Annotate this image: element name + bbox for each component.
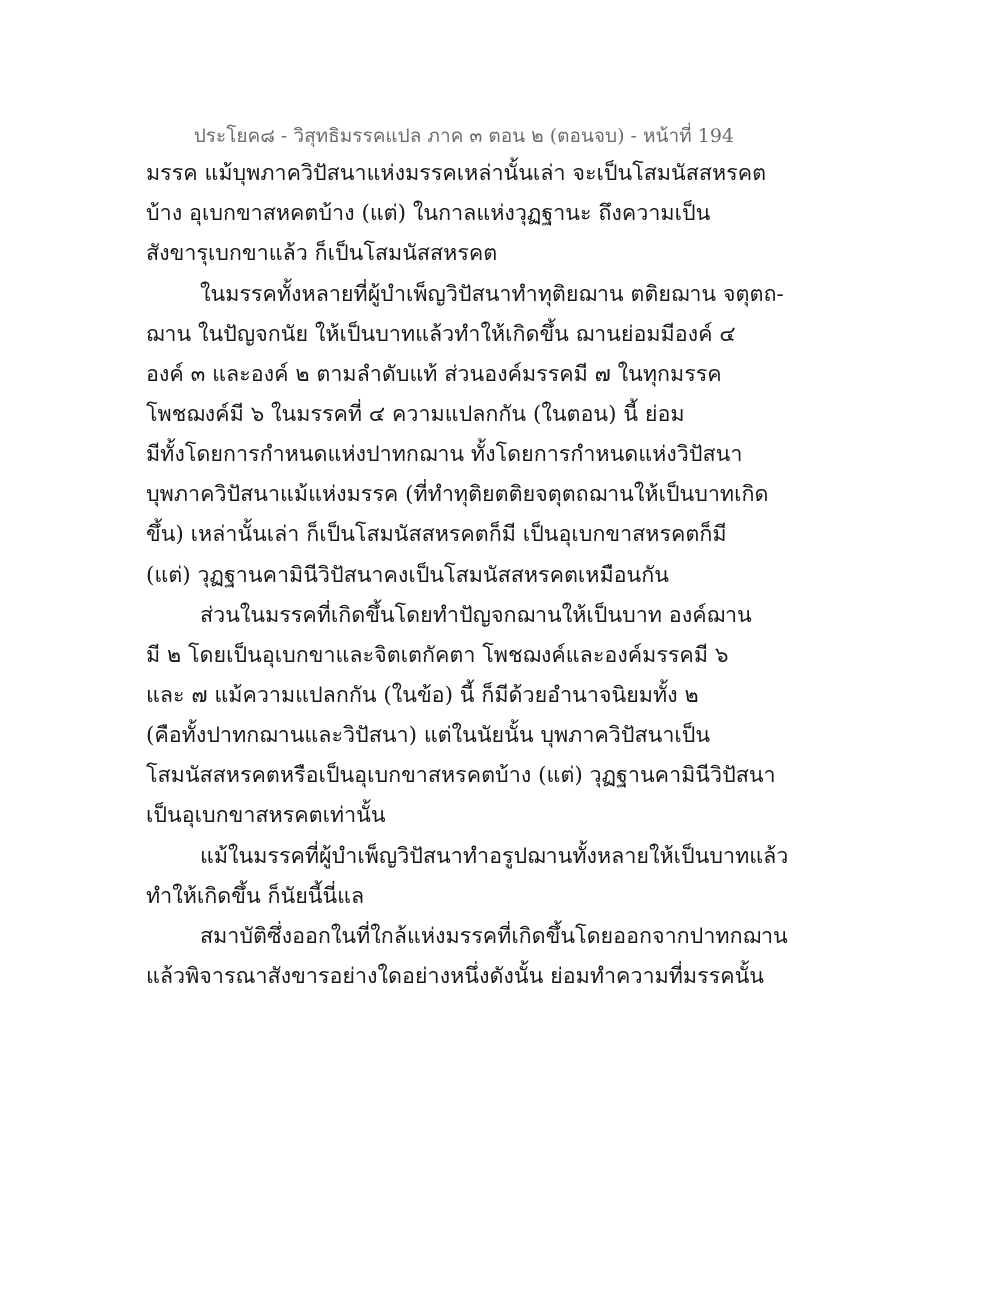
text-line: มี ๒ โดยเป็นอุเบกขาและจิตเตกัคตา โพชฌงค์และองค์มรรคมี ๖ bbox=[146, 643, 729, 668]
text-line: (แต่) วุฏฐานคามินีวิปัสนาคงเป็นโสมนัสสหรคตเหมือนกัน bbox=[146, 563, 669, 588]
text-line: (คือทั้งปาทกฌานและวิปัสนา) แต่ในนัยนั้น บุพภาควิปัสนาเป็น bbox=[146, 723, 711, 748]
text-line: และ ๗ แม้ความแปลกกัน (ในข้อ) นี้ ก็มีด้วยอำนาจนิยมทั้ง ๒ bbox=[146, 683, 699, 708]
text-line: องค์ ๓ และองค์ ๒ ตามลำดับแท้ ส่วนองค์มรรคมี ๗ ในทุกมรรค bbox=[146, 362, 722, 387]
text-line: เป็นอุเบกขาสหรคตเท่านั้น bbox=[146, 803, 386, 828]
paragraph-start-line: แม้ในมรรคที่ผู้บำเพ็ญวิปัสนาทำอรูปฌานทั้งหลายให้เป็นบาทแล้ว bbox=[200, 844, 789, 869]
text-line: ขึ้น) เหล่านั้นเล่า ก็เป็นโสมนัสสหรคตก็มี เป็นอุเบกขาสหรคตก็มี bbox=[146, 522, 727, 547]
page-header: ประโยค๘ - วิสุทธิมรรคแปล ภาค ๓ ตอน ๒ (ตอนจบ) - หน้าที่ 194 bbox=[193, 125, 734, 147]
paragraph-start-line: ส่วนในมรรคที่เกิดขึ้นโดยทำปัญจกฌานให้เป็นบาท องค์ฌาน bbox=[200, 603, 752, 628]
text-line: บ้าง อุเบกขาสหคตบ้าง (แต่) ในกาลแห่งวุฏฐานะ ถึงความเป็น bbox=[146, 201, 711, 226]
text-line: สังขารุเบกขาแล้ว ก็เป็นโสมนัสสหรคต bbox=[146, 241, 498, 266]
paragraph-start-line: ในมรรคทั้งหลายที่ผู้บำเพ็ญวิปัสนาทำทุติยฌาน ตติยฌาน จตุตถ- bbox=[200, 282, 784, 307]
text-line: โพชฌงค์มี ๖ ในมรรคที่ ๔ ความแปลกกัน (ในตอน) นี้ ย่อม bbox=[146, 402, 685, 427]
text-line: ฌาน ในปัญจกนัย ให้เป็นบาทแล้วทำให้เกิดขึ้น ฌานย่อมมีองค์ ๔ bbox=[146, 322, 736, 347]
text-line: บุพภาควิปัสนาแม้แห่งมรรค (ที่ทำทุติยตติยจตุตถฌานให้เป็นบาทเกิด bbox=[146, 482, 769, 507]
text-line: แล้วพิจารณาสังขารอย่างใดอย่างหนึ่งดังนั้น ย่อมทำความที่มรรคนั้น bbox=[146, 964, 764, 989]
text-line: ทำให้เกิดขึ้น ก็นัยนี้นี่แล bbox=[146, 884, 365, 909]
paragraph-start-line: สมาบัติซึ่งออกในที่ใกล้แห่งมรรคที่เกิดขึ้นโดยออกจากปาทกฌาน bbox=[200, 924, 788, 949]
text-line: มีทั้งโดยการกำหนดแห่งปาทกฌาน ทั้งโดยการกำหนดแห่งวิปัสนา bbox=[146, 442, 743, 467]
text-line: โสมนัสสหรคตหรือเป็นอุเบกขาสหรคตบ้าง (แต่) วุฏฐานคามินีวิปัสนา bbox=[146, 763, 776, 788]
text-line: มรรค แม้บุพภาควิปัสนาแห่งมรรคเหล่านั้นเล่า จะเป็นโสมนัสสหรคต bbox=[146, 161, 767, 186]
